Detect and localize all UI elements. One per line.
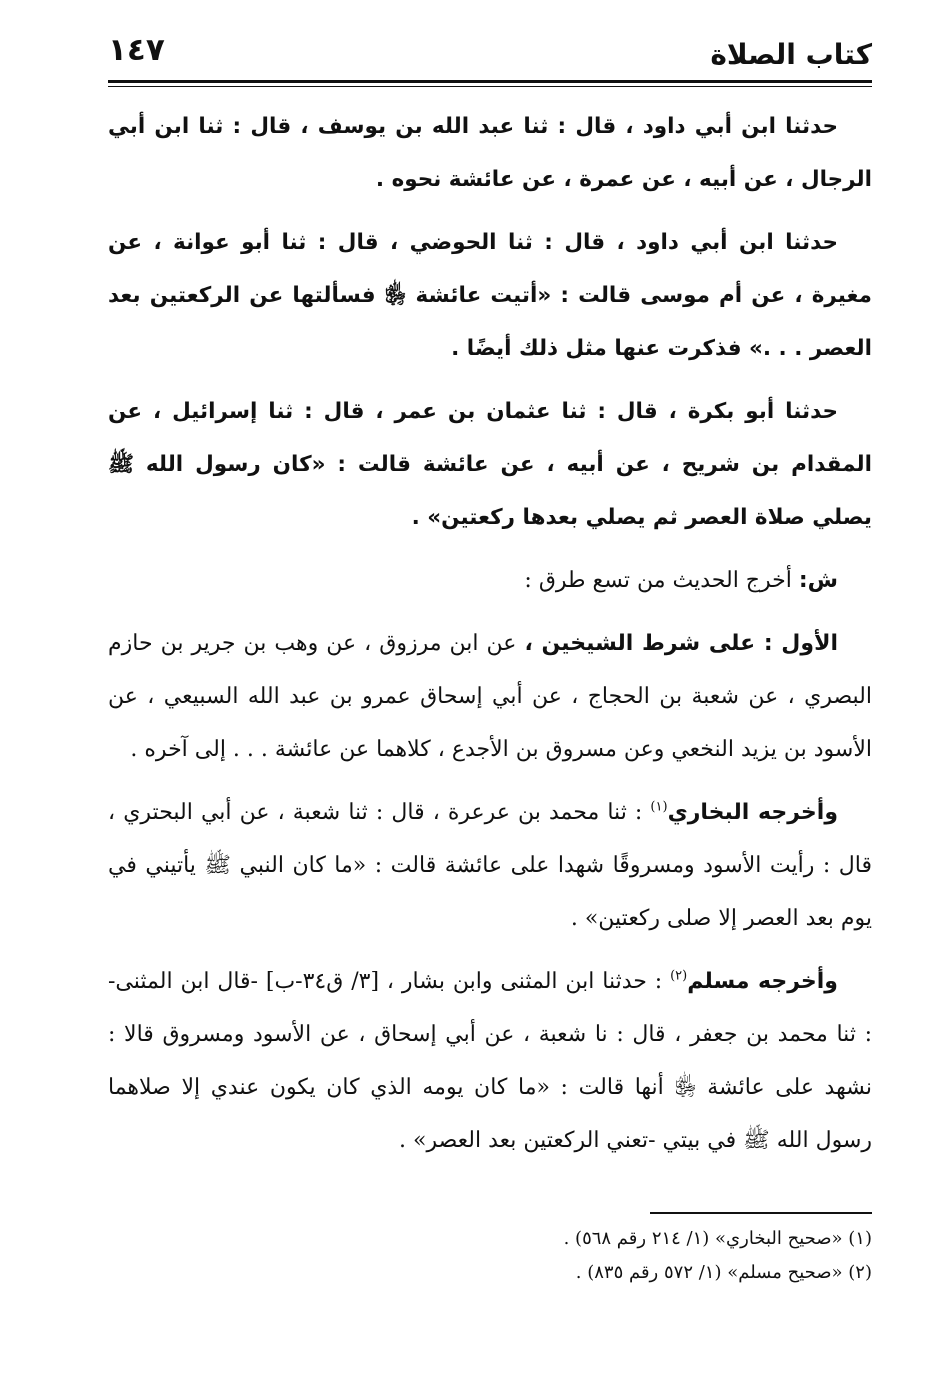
paragraph-2	[108, 216, 872, 375]
footnotes	[108, 1222, 872, 1290]
paragraph-4-text: أخرج الحديث من تسع طرق :	[524, 568, 799, 593]
paragraph-6-lead: وأخرجه البخاري	[667, 800, 839, 825]
footnote-separator	[650, 1212, 872, 1214]
paragraph-3	[108, 385, 872, 544]
paragraph-7-text: : حدثنا ابن المثنى وابن بشار ، [٣/ ق٣٤-ب] -قال ابن المثنى- : ثنا محمد بن جعفر ، قال : نا شعبة ، عن أبي إسحاق ، عن الأسود ومسروق قالا : نشهد على عائشة ﵂ أنها قالت : «ما كان يومه الذي كان يكون عندي إلا صلاهما رسول الله ﷺ في بيتي -تعني الركعتين بعد العصر» .	[108, 969, 872, 1153]
footnote-1: (١) «صحيح البخاري» (١/ ٢١٤ رقم ٥٦٨) .	[563, 1228, 872, 1249]
page-number: ١٤٧	[108, 32, 165, 68]
footnote-ref-1[interactable]: (١)	[650, 799, 668, 815]
header-rule-thick	[108, 80, 872, 83]
paragraph-1	[108, 100, 872, 206]
paragraph-5-text: عن ابن مرزوق ، عن وهب بن جرير بن حازم البصري ، عن شعبة بن الحجاج ، عن أبي إسحاق عمرو بن عبد الله السبيعي ، عن الأسود بن يزيد النخعي وعن مسروق بن الأجدع ، كلاهما عن عائشة . . . إلى آخره .	[108, 631, 872, 762]
paragraph-5	[108, 617, 872, 776]
paragraph-7	[108, 955, 872, 1167]
main-text	[108, 100, 872, 1177]
paragraph-1-text: حدثنا ابن أبي داود ، قال : ثنا عبد الله بن يوسف ، قال : ثنا ابن أبي الرجال ، عن أبيه ، عن عمرة ، عن عائشة نحوه .	[108, 114, 872, 192]
paragraph-7-lead: وأخرجه مسلم	[687, 969, 838, 994]
page-header	[108, 30, 872, 88]
paragraph-6-text: : ثنا محمد بن عرعرة ، قال : ثنا شعبة ، عن أبي البحتري ، قال : رأيت الأسود ومسروقًا شهدا على عائشة قالت : «ما كان النبي ﷺ يأتيني في يوم بعد العصر إلا صلى ركعتين» .	[108, 800, 872, 931]
paragraph-4-lead: ش:	[798, 568, 838, 593]
paragraph-5-lead: الأول : على شرط الشيخين ،	[524, 631, 838, 656]
footnote-2: (٢) «صحيح مسلم» (١/ ٥٧٢ رقم ٨٣٥) .	[575, 1262, 872, 1283]
paragraph-3-text: حدثنا أبو بكرة ، قال : ثنا عثمان بن عمر ، قال : ثنا إسرائيل ، عن المقدام بن شريح ، عن أبيه ، عن عائشة قالت : «كان رسول الله ﷺ يصلي صلاة العصر ثم يصلي بعدها ركعتين» .	[108, 399, 872, 530]
chapter-title: كتاب الصلاة	[710, 38, 872, 71]
paragraph-2-text: حدثنا ابن أبي داود ، قال : ثنا الحوضي ، قال : ثنا أبو عوانة ، عن مغيرة ، عن أم موسى قالت : «أتيت عائشة ﵂ فسألتها عن الركعتين بعد العصر . . .» فذكرت عنها مثل ذلك أيضًا .	[108, 230, 872, 361]
paragraph-4	[108, 554, 872, 607]
header-rule-thin	[108, 86, 872, 87]
footnote-ref-2[interactable]: (٢)	[670, 968, 688, 984]
paragraph-6	[108, 786, 872, 945]
